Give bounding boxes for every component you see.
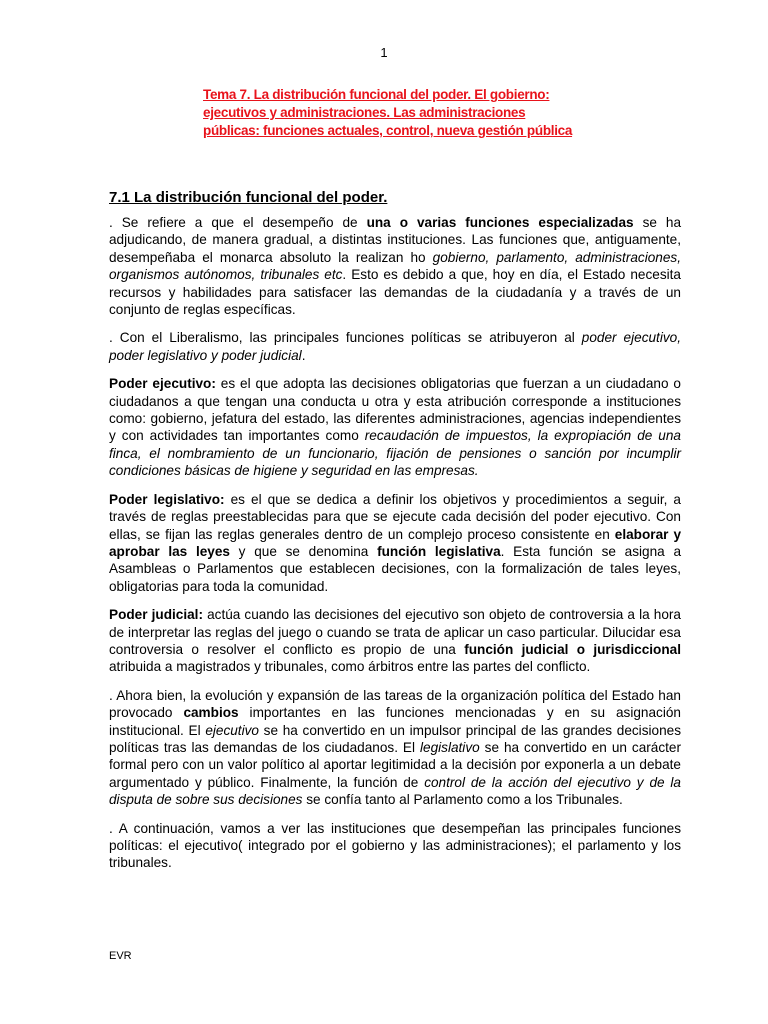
paragraph-poder-judicial <box>109 606 681 676</box>
text-run: se ha convertido en un carácter formal pero con un valor político al aportar legitimidad a la decisión por exponerla a un debate argumentado y público. Finalmente, la función de <box>109 739 682 790</box>
bold-text: una o varias funciones especializadas <box>366 215 634 230</box>
text-run: se ha convertido en un impulsor principal de las grandes decisiones políticas tras las demandas de los ciudadanos. El <box>109 722 681 755</box>
document-title: Tema 7. La distribución funcional del poder. El gobierno: ejecutivos y administraciones. Las administraciones públicas: funciones actuales, control, nueva gestión pública <box>203 87 573 138</box>
text-run: y que se denomina <box>229 543 378 559</box>
italic-text: poder ejecutivo, poder legislativo y poder judicial <box>109 330 681 363</box>
text-run: . Se refiere a que el desempeño de <box>109 215 367 230</box>
footer-initials: EVR <box>109 950 132 962</box>
text-run: importantes en las funciones mencionadas y en su asignación institucional. El <box>109 705 681 738</box>
document-body <box>109 188 681 883</box>
text-run: . Esto es debido a que, hoy en día, el Estado necesita recursos y habilidades para satisfacer las demandas de la ciudadanía y a través de un conjunto de reglas específicas. <box>109 267 681 318</box>
text-run: . Ahora bien, la evolución y expansión de las tareas de la organización política del Estado han provocado <box>109 687 681 721</box>
text-run: se confía tanto al Parlamento como a los Tribunales. <box>302 792 623 808</box>
italic-text: gobierno, parlamento, administraciones, organismos autónomos, tribunales etc <box>109 249 681 283</box>
paragraph-poder-ejecutivo <box>109 375 681 479</box>
text-run: actúa cuando las decisiones del ejecutivo son objeto de controversia a la hora de interpretar las reglas del juego o cuando se trata de aplicar un caso particular. Dilucidar esa controversia o resolver el conflicto es propio de una <box>109 607 681 657</box>
text-run: es el que adopta las decisiones obligatorias que fuerzan a un ciudadano o ciudadanos a que tengan una conducta u otra y esta atribución corresponde a instituciones como: gobierno, jefatura del estado, las diferentes administraciones, agencias independientes y con actividades tan importantes como <box>109 376 681 444</box>
term-label: Poder judicial: <box>109 607 203 623</box>
paragraph-definition <box>109 214 681 318</box>
text-run: . Con el Liberalismo, las principales funciones políticas se atribuyeron al <box>109 330 582 346</box>
italic-text: control de la acción del ejecutivo y de la disputa de sobre sus decisiones <box>109 774 681 808</box>
italic-text: legislativo <box>419 739 480 755</box>
section-heading: 7.1 La distribución funcional del poder. <box>109 189 388 206</box>
term-label: Poder legislativo: <box>109 491 225 507</box>
text-run: se ha adjudicando, de manera gradual, a distintas instituciones. Las funciones que, antiguamente, desempeñaba el monarca absoluto la realizan ho <box>109 215 681 265</box>
page-number: 1 <box>380 45 388 60</box>
text-run: . Esta función se asigna a Asambleas o Parlamentos que establecen decisiones, con la formalización de tales leyes, obligatorias para toda la comunidad. <box>109 543 682 594</box>
text-run: es el que se dedica a definir los objetivos y procedimientos a seguir, a través de reglas preestablecidas para que se ejecute cada decisión del poder ejecutivo. Con ellas, se fijan las reglas generales dentro de un complejo proceso consistente en <box>109 491 681 542</box>
bold-text: función judicial o jurisdiccional <box>464 641 681 657</box>
paragraph-poder-legislativo <box>109 491 681 595</box>
italic-text: ejecutivo <box>205 722 259 738</box>
paragraph-continuacion: . A continuación, vamos a ver las instituciones que desempeñan las principales funciones políticas: el ejecutivo( integrado por el gobierno y las administraciones); el parlamento y los tribunales. <box>109 820 681 871</box>
paragraph-liberalismo <box>109 329 681 364</box>
italic-text: recaudación de impuestos, la expropiación de una finca, el nombramiento de un funcionario, fijación de pensiones o sanción por incumplir condiciones básicas de higiene y seguridad en las empresas. <box>109 428 681 479</box>
paragraph-evolucion <box>109 687 681 809</box>
bold-text: cambios <box>183 705 239 721</box>
text-run: . <box>301 347 306 363</box>
bold-text: función legislativa <box>377 543 501 559</box>
term-label: Poder ejecutivo: <box>109 376 216 392</box>
bold-text: elaborar y aprobar las leyes <box>109 526 682 559</box>
text-run: atribuida a magistrados y tribunales, como árbitros entre las partes del conflicto. <box>109 659 591 675</box>
